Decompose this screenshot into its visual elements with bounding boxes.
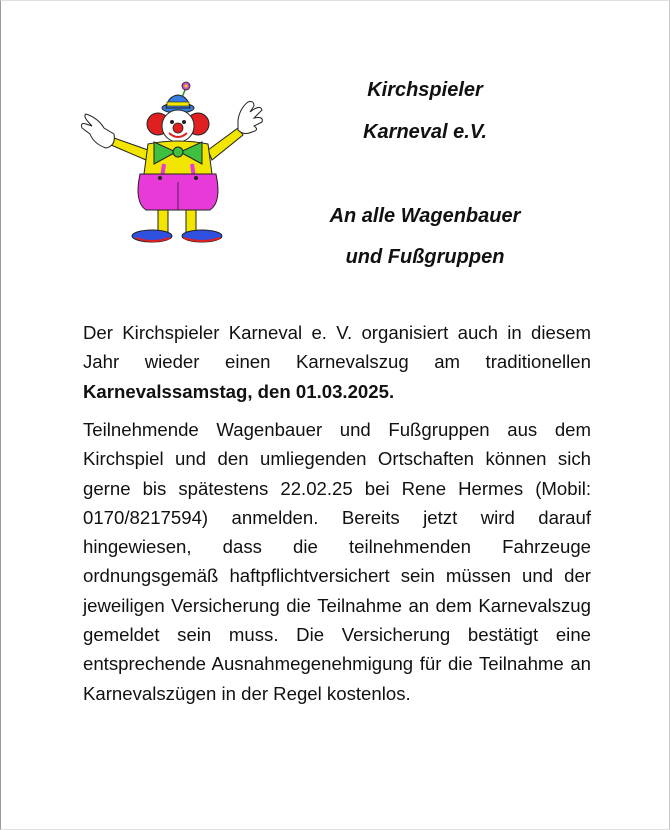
audience-line2: und Fußgruppen xyxy=(345,246,505,268)
intro-text: Der Kirchspieler Karneval e. V. organisiert auch in diesem Jahr wieder einen Karnevalszug am traditionellen xyxy=(83,322,591,373)
org-name-line2: Karneval e.V. xyxy=(363,121,487,143)
registration-paragraph: Teilnehmende Wagenbauer und Fußgruppen aus dem Kirchspiel und den umliegenden Ortschaften können sich gerne bis spätestens 22.02.25 bei Rene Hermes (Mobil: 0170/8217594) anmelden. Bereits jetzt wird darauf hingewiesen, dass die teilnehmenden Fahrzeuge ordnungsgemäß haftpflichtversichert sein müssen und der jeweiligen Versicherung die Teilnahme an dem Karnevalszug gemeldet sein muss. Die Versicherung bestätigt eine entsprechende Ausnahmegenehmigung für die Teilnahme an Karnevalszügen in der Regel kostenlos. xyxy=(83,419,591,704)
clown-illustration xyxy=(78,78,268,253)
audience-line1: An alle Wagenbauer xyxy=(329,205,521,227)
event-date: Karnevalssamstag, den 01.03.2025. xyxy=(83,380,395,402)
org-name-line1: Kirchspieler xyxy=(367,79,483,101)
intro-paragraph xyxy=(83,318,591,406)
